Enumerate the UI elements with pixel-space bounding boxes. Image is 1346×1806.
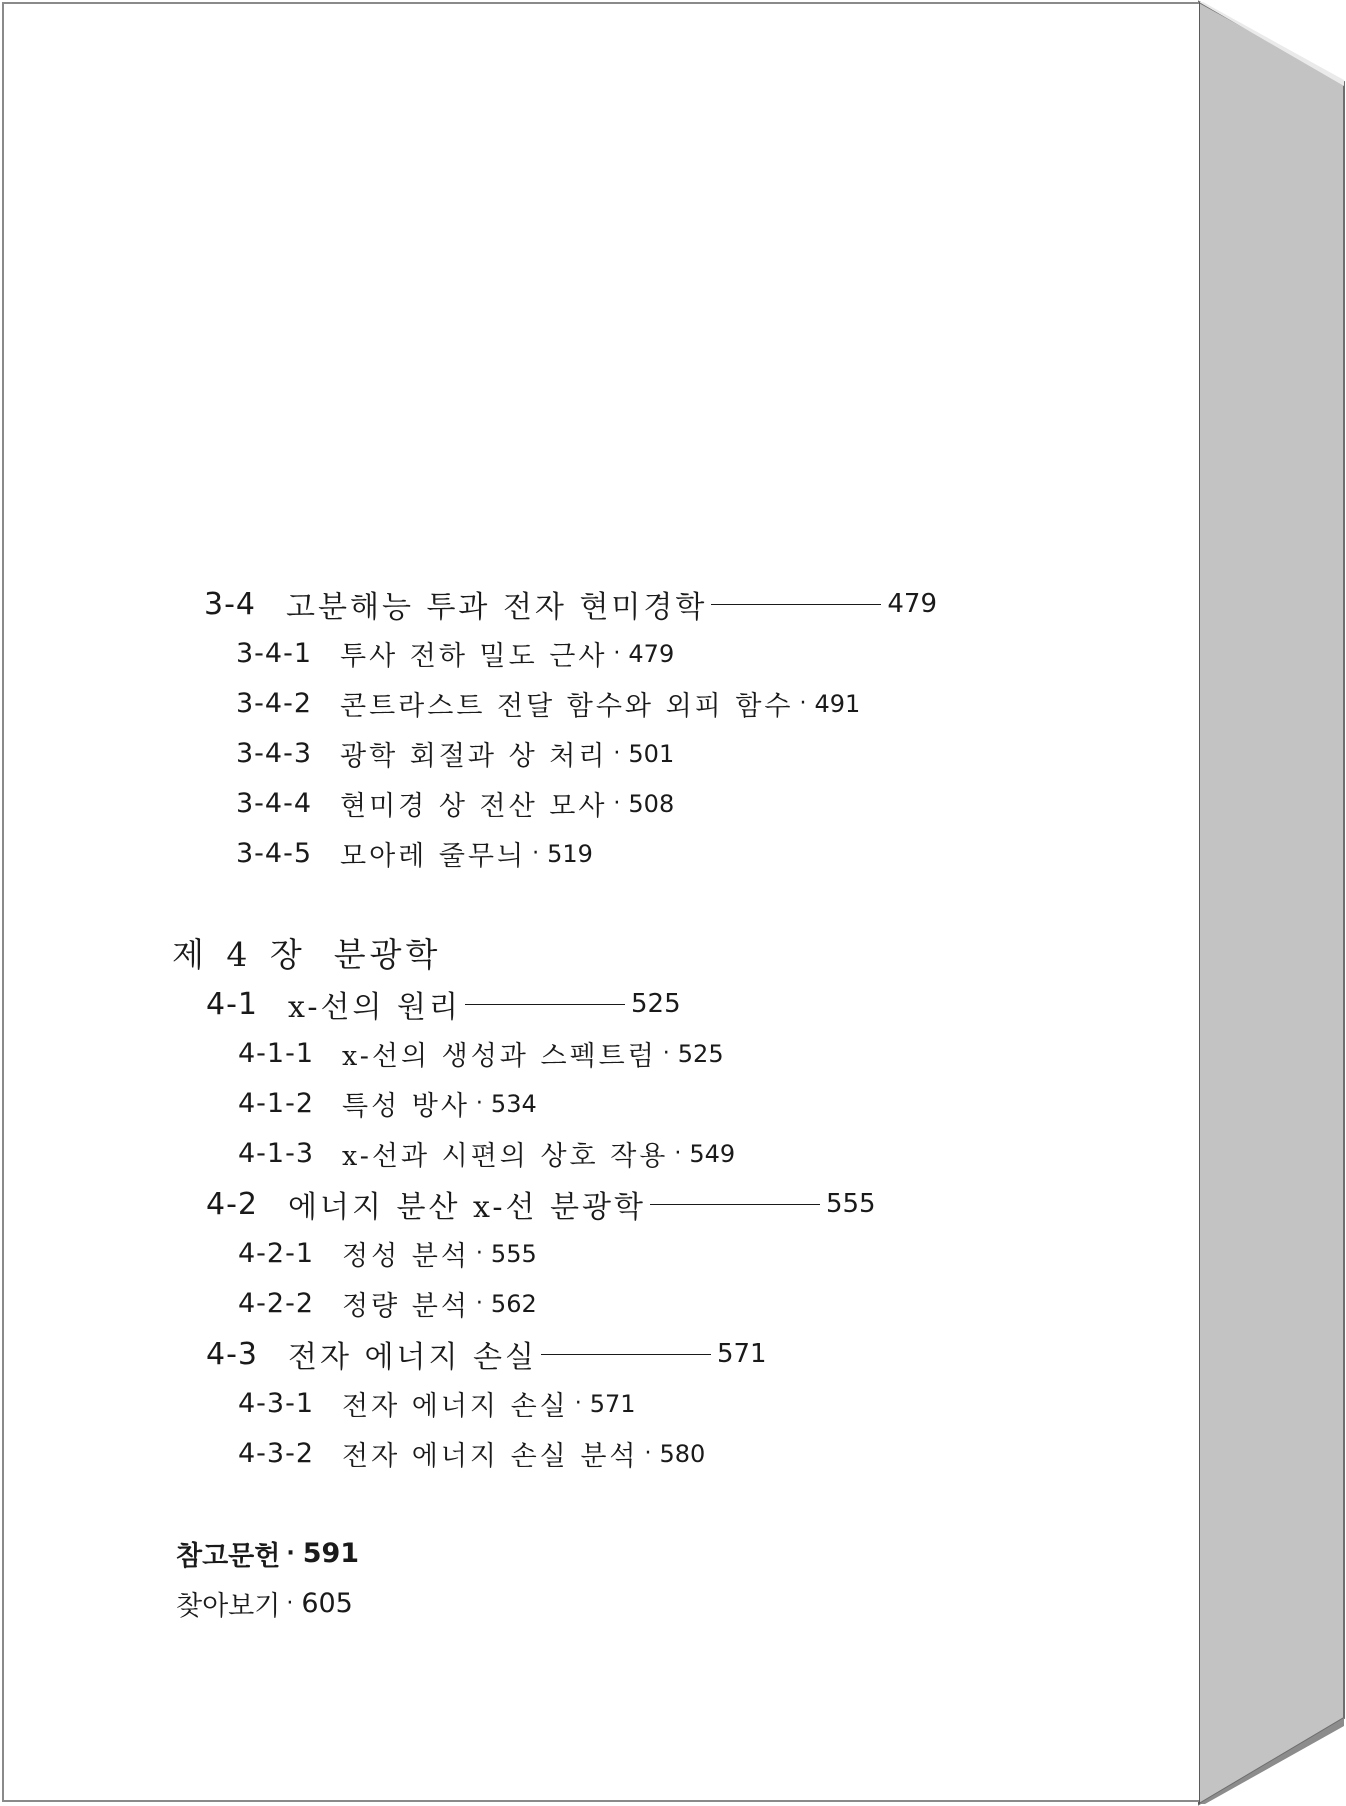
section-number: 4-1 — [206, 986, 258, 1022]
item-page: 508 — [628, 789, 675, 818]
item-title: x-선의 생성과 스펙트럼 — [342, 1041, 657, 1072]
toc-item-4-1-3[interactable] — [238, 1134, 735, 1173]
toc-section-4-2[interactable] — [206, 1182, 876, 1226]
separator-dot: · — [799, 691, 807, 716]
chapter-label: 제 4 장 — [172, 935, 308, 974]
section-title: 고분해능 투과 전자 현미경학 — [286, 590, 708, 625]
toc-item-3-4-2[interactable] — [236, 684, 860, 723]
item-title: 정성 분석 — [342, 1241, 470, 1272]
toc-chapter-4[interactable] — [172, 929, 441, 976]
separator-dot: · — [532, 841, 540, 866]
separator-dot: · — [613, 641, 621, 666]
leader-line — [541, 1354, 711, 1355]
separator-dot: · — [674, 1141, 682, 1166]
item-page: 519 — [547, 839, 593, 868]
spine-top-bevel — [1199, 2, 1344, 86]
separator-dot: · — [286, 1541, 295, 1566]
toc-item-4-1-2[interactable] — [238, 1084, 537, 1123]
item-title: 모아레 줄무늬 — [340, 841, 527, 872]
section-page: 479 — [887, 589, 938, 619]
table-of-contents-page — [2, 2, 1199, 1802]
separator-dot: · — [286, 1591, 294, 1616]
section-number: 3-4 — [204, 586, 256, 622]
item-page: 549 — [689, 1139, 736, 1168]
index-page: 605 — [301, 1588, 353, 1619]
separator-dot: · — [613, 741, 621, 766]
toc-item-4-2-1[interactable] — [238, 1234, 537, 1273]
item-page: 580 — [659, 1439, 706, 1468]
item-number: 3-4-2 — [236, 688, 313, 719]
separator-dot: · — [574, 1391, 582, 1416]
item-number: 3-4-3 — [236, 738, 313, 769]
item-number: 4-2-1 — [238, 1238, 315, 1269]
item-number: 4-1-2 — [238, 1088, 315, 1119]
toc-section-4-1[interactable] — [206, 982, 681, 1026]
section-title: x-선의 원리 — [288, 990, 461, 1025]
toc-item-4-2-2[interactable] — [238, 1284, 537, 1323]
item-page: 534 — [490, 1089, 537, 1118]
separator-dot: · — [475, 1091, 483, 1116]
leader-line — [650, 1204, 820, 1205]
item-number: 3-4-1 — [236, 638, 313, 669]
references-title: 참고문헌 — [176, 1541, 281, 1572]
item-page: 562 — [490, 1289, 537, 1318]
toc-section-4-3[interactable] — [206, 1332, 767, 1376]
section-page: 571 — [716, 1339, 767, 1369]
leader-line — [465, 1004, 625, 1005]
item-page: 571 — [589, 1389, 636, 1418]
item-title: 특성 방사 — [342, 1091, 470, 1122]
toc-item-4-3-1[interactable] — [238, 1384, 636, 1423]
references-page: 591 — [302, 1538, 360, 1569]
separator-dot: · — [662, 1041, 670, 1066]
item-title: 정량 분석 — [342, 1291, 470, 1322]
separator-dot: · — [475, 1241, 483, 1266]
item-page: 479 — [628, 639, 675, 668]
section-number: 4-3 — [206, 1336, 258, 1372]
item-title: 광학 회절과 상 처리 — [340, 741, 608, 772]
item-number: 3-4-5 — [236, 838, 313, 869]
toc-item-3-4-5[interactable] — [236, 834, 593, 873]
item-title: 전자 에너지 손실 분석 — [342, 1441, 639, 1472]
toc-item-3-4-3[interactable] — [236, 734, 674, 773]
item-page: 501 — [628, 739, 675, 768]
toc-item-4-1-1[interactable] — [238, 1034, 724, 1073]
leader-line — [711, 604, 881, 605]
section-title: 전자 에너지 손실 — [288, 1340, 537, 1375]
item-number: 4-2-2 — [238, 1288, 315, 1319]
section-number: 4-2 — [206, 1186, 258, 1222]
item-title: 전자 에너지 손실 — [342, 1391, 569, 1422]
index-title: 찾아보기 — [176, 1591, 281, 1622]
chapter-title: 분광학 — [333, 935, 442, 974]
section-page: 555 — [825, 1189, 876, 1219]
item-number: 4-3-1 — [238, 1388, 315, 1419]
toc-item-4-3-2[interactable] — [238, 1434, 705, 1473]
item-page: 555 — [490, 1239, 537, 1268]
separator-dot: · — [613, 791, 621, 816]
separator-dot: · — [644, 1441, 652, 1466]
toc-index[interactable] — [176, 1584, 353, 1623]
item-title: 콘트라스트 전달 함수와 외피 함수 — [340, 691, 794, 722]
section-page: 525 — [630, 989, 681, 1019]
item-page: 491 — [814, 689, 861, 718]
spine-bottom-bevel — [1199, 1718, 1344, 1804]
item-number: 4-1-1 — [238, 1038, 315, 1069]
spine-side-face — [1199, 2, 1344, 1804]
toc-item-3-4-1[interactable] — [236, 634, 674, 673]
toc-references[interactable] — [176, 1534, 359, 1573]
item-title: 현미경 상 전산 모사 — [340, 791, 608, 822]
toc-item-3-4-4[interactable] — [236, 784, 674, 823]
separator-dot: · — [475, 1291, 483, 1316]
item-title: x-선과 시편의 상호 작용 — [342, 1141, 669, 1172]
item-number: 4-1-3 — [238, 1138, 315, 1169]
item-number: 4-3-2 — [238, 1438, 315, 1469]
item-page: 525 — [677, 1039, 724, 1068]
toc-section-3-4[interactable] — [204, 582, 937, 626]
section-title: 에너지 분산 x-선 분광학 — [288, 1190, 646, 1225]
item-title: 투사 전하 밀도 근사 — [340, 641, 608, 672]
item-number: 3-4-4 — [236, 788, 313, 819]
